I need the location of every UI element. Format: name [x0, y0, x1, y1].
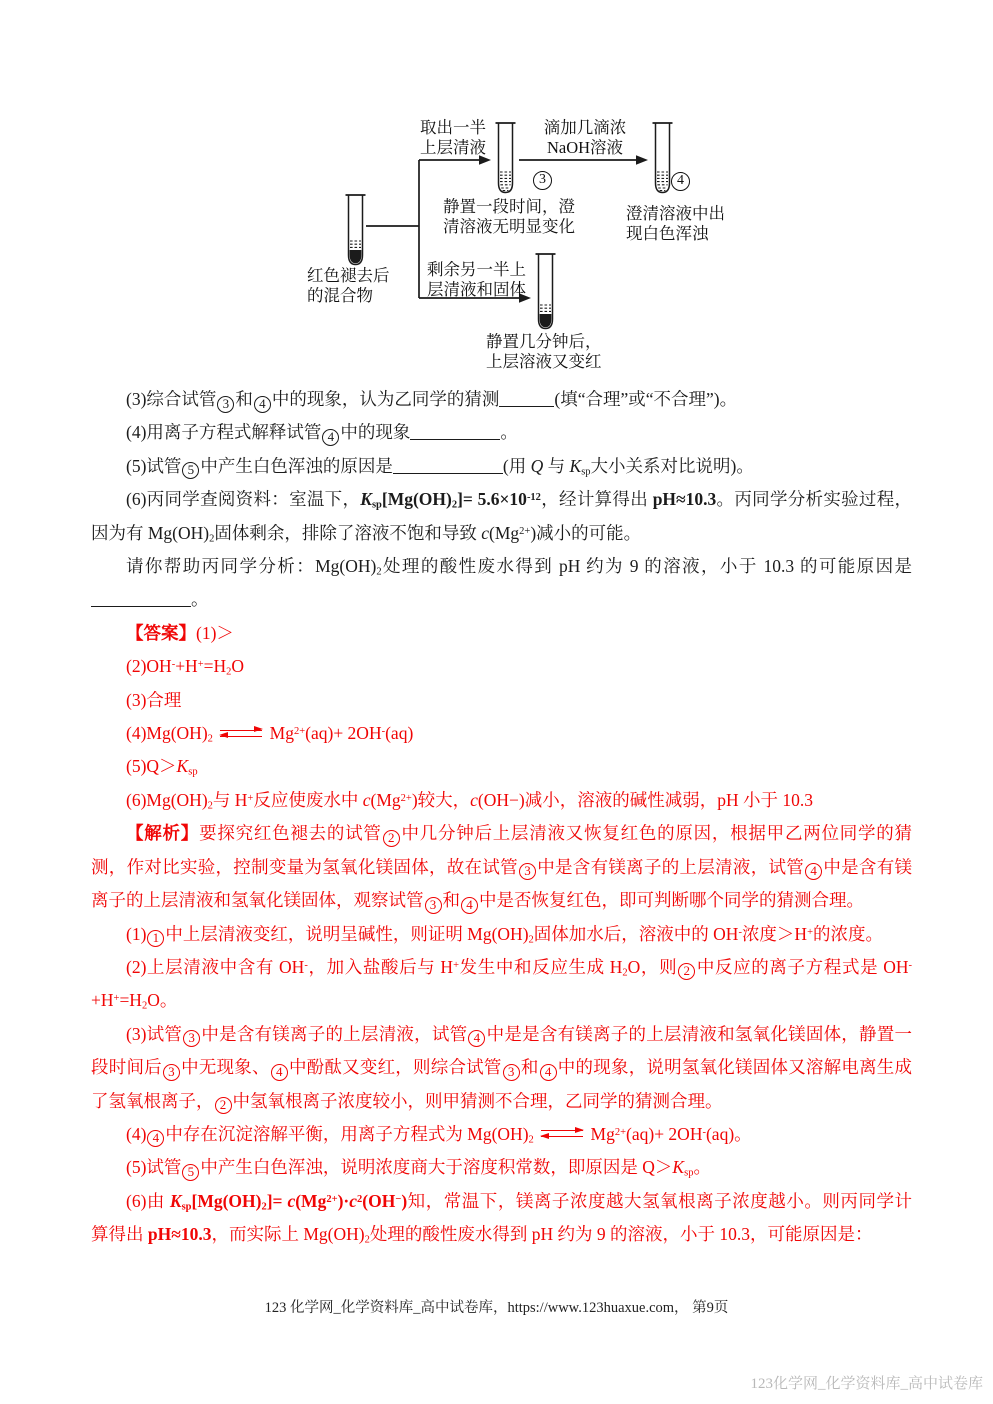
- analysis-item: (6)由 $K_{sp}[Mg(OH)_2]= c(Mg^{2+})\cdot c^2(OH^-)$知，常温下，镁离子浓度越大氢氧根离子浓度越小。则丙同学计算得出 pH≈10.3，而实际上 $Mg(OH)_2$处理的酸性废水得到 pH 约为 9 的溶液，小于 10.3，可能原因是：: [91, 1190, 913, 1246]
- answer-item: $(2)OH^-+H^+=H_2O$: [126, 656, 245, 678]
- analysis-item: (1) 1 中上层清液变红，说明呈碱性，则证明 $Mg(OH)_2$固体加水后，溶液中的 OH-浓度＞H+的浓度。: [126, 923, 883, 946]
- answer-item: $(6)Mg(OH)_2$与 H+反应使废水中 $c(Mg^{2+})$较大，c(OH−)减小，溶液的碱性减弱，pH 小于 10.3: [126, 789, 813, 812]
- test-tube-5-icon: [535, 252, 556, 336]
- start-mixture-label: 红色褪去后 的混合物: [307, 266, 390, 305]
- test-tube-4-icon: [652, 121, 673, 200]
- analysis-intro: [91, 817, 912, 917]
- analysis-intro-text: 要探究红色褪去的试管 2 中几分钟后上层清液又恢复红色的原因，根据甲乙两位同学的猜测，作对比实验，控制变量为氢氧化镁固体，故在试管 3 中是含有镁离子的上层清液，试管 4 中是含有镁离子的上层清液和氢氧化镁固体，观察试管 3 和 4 中是否恢复红色，即可判断哪个同学的猜测合理。: [91, 823, 913, 912]
- add-naoh-label: 滴加几滴浓 NaOH溶液: [543, 118, 627, 157]
- answer-item: (1)＞: [196, 622, 234, 643]
- question-4: (4)用离子方程式解释试管 4 中的现象 。: [126, 422, 518, 444]
- tube3-result-label: 静置一段时间，澄 清溶液无明显变化: [443, 197, 575, 236]
- page-footer: 123 化学网_化学资料库_高中试卷库，https://www.123huaxue.com， 第9页: [264, 1300, 729, 1316]
- question-6: (6)丙同学查阅资料：室温下，$K_{sp}[Mg(OH)_2]= 5.6\times 10^{-12}$，经计算得出 pH≈10.3。丙同学分析实验过程，因为有 $Mg(OH)_2$固体剩余，排除了溶液不饱和导致 $c(Mg^{2+})$减小的可能。: [91, 489, 913, 545]
- question-6-continued: 请你帮助丙同学分析：$Mg(OH)_2$处理的酸性废水得到 pH 约为 9 的溶液，小于 10.3 的可能原因是。: [91, 550, 912, 617]
- answer-line: [91, 617, 912, 650]
- question-body: [91, 383, 912, 1252]
- analysis-item: (4) 4 中存在沉淀溶解平衡，用离子方程式为 $Mg(OH)_2$ $Mg^{2+}(aq)+ 2OH^-(aq)$。: [126, 1123, 752, 1146]
- analysis-item: (5)试管 5 中产生白色浑浊，说明浓度商大于溶度积常数，即原因是 $Q>K_{sp}$。: [126, 1157, 711, 1179]
- answer-header: 【答案】: [126, 622, 196, 643]
- remaining-half-label: 剩余另一半上 层清液和固体: [427, 260, 526, 299]
- tube4-number-icon: 4: [671, 172, 690, 191]
- tube5-result-label: 静置几分钟后， 上层溶液又变红: [486, 332, 602, 371]
- answer-section: [91, 617, 912, 817]
- answer-item: $(5)Q>K_{sp}$: [126, 756, 198, 779]
- analysis-header: 【解析】: [126, 823, 200, 844]
- test-tube-3-icon: [495, 121, 516, 200]
- analysis-section: [91, 817, 912, 1251]
- answer-item: (3)合理: [126, 689, 182, 710]
- analysis-item: (2)上层清液中含有 OH-，加入盐酸后与 H+发生中和反应生成 $H_2O$，则 2 中反应的离子方程式是 $OH^-+H^+=H_2O$。: [91, 956, 913, 1012]
- tube4-result-label: 澄清溶液中出 现白色浑浊: [626, 204, 725, 243]
- tube3-number-icon: 3: [533, 171, 552, 190]
- answer-item: $(4)Mg(OH)_2$ $Mg^{2+}(aq)+ 2OH^-(aq)$: [126, 723, 414, 745]
- experiment-flow-diagram: [0, 0, 993, 383]
- analysis-item: (3)试管 3 中是含有镁离子的上层清液，试管 4 中是是含有镁离子的上层清液和氢氧化镁固体，静置一段时间后 3 中无现象、 4 中酚酞又变红，则综合试管 3 和 4 中的现象，说明氢氧化镁固体又溶解电离生成了氢氧根离子， 2 中氢氧根离子浓度较小，则甲猜测不合理，乙同学的猜测合理。: [91, 1023, 913, 1113]
- take-half-supernatant-label: 取出一半 上层清液: [420, 118, 486, 157]
- site-watermark: 123化学网_化学资料库_高中试卷库: [750, 1376, 983, 1392]
- question-5: (5)试管 5 中产生白色浑浊的原因是 (用 Q 与 $K_{sp}$大小关系对比说明)。: [126, 455, 754, 478]
- test-tube-start-icon: [345, 193, 366, 272]
- question-3: (3)综合试管 3 和 4 中的现象，认为乙同学的猜测 (填“合理”或“不合理”)。: [126, 389, 738, 411]
